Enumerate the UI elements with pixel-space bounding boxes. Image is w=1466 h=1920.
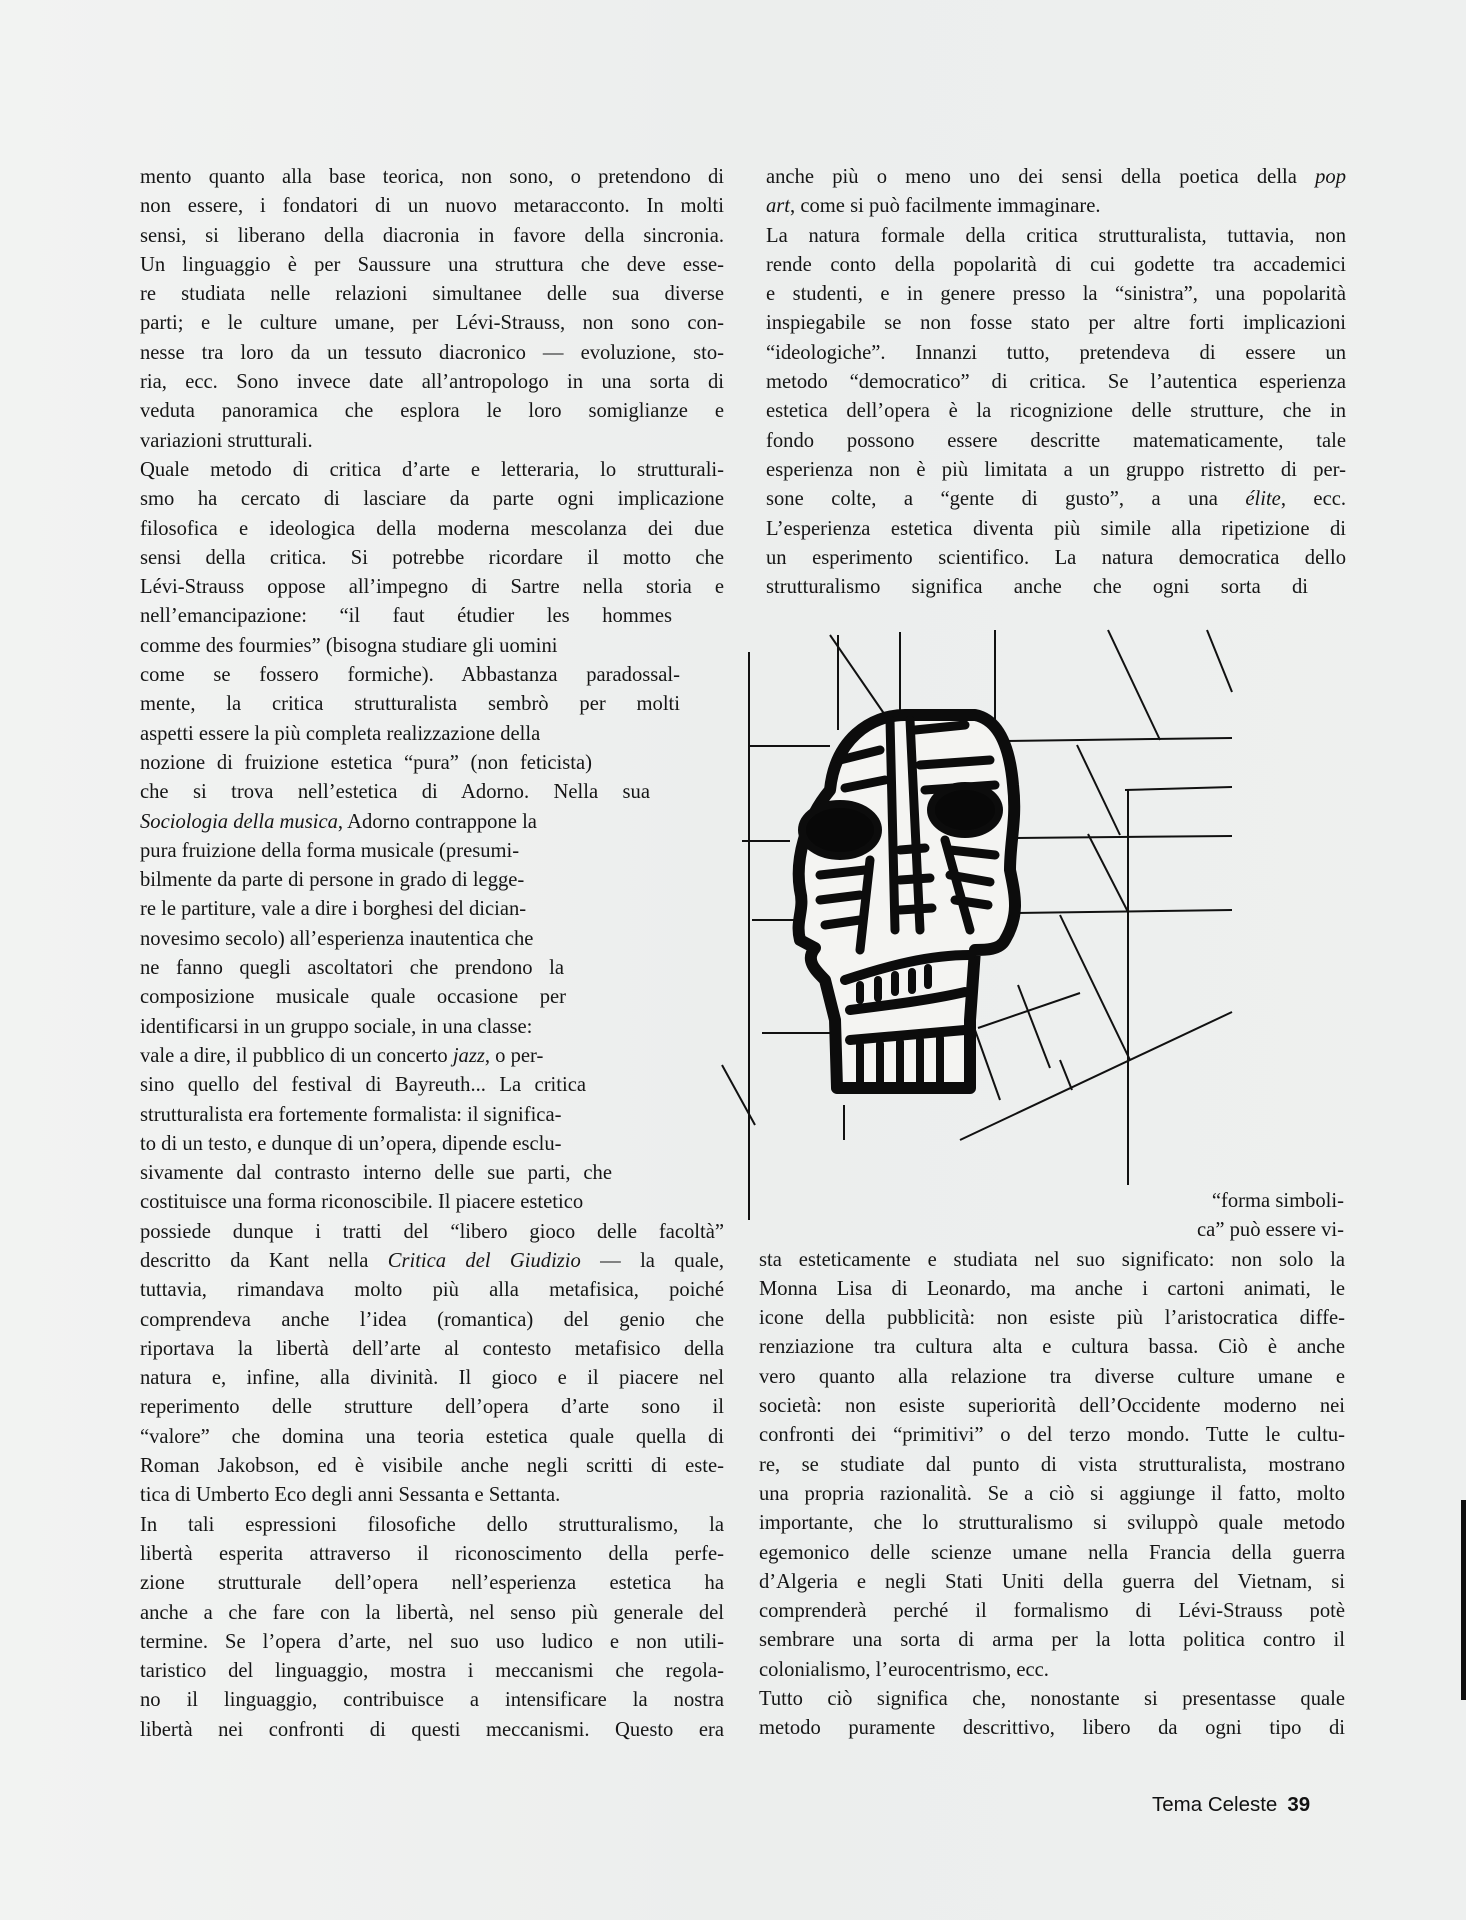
text-line: comprenderà perché il formalismo di Lévi-Strauss potè (759, 1600, 1345, 1623)
text-line: re studiata nelle relazioni simultanee delle sua diverse (140, 283, 724, 306)
text-line: sembrare una sorta di arma per la lotta politica contro il (759, 1629, 1345, 1652)
text-line: metodo puramente descrittivo, libero da ogni tipo di (759, 1717, 1345, 1740)
text-line: ria, ecc. Sono invece date all’antropologo in una sorta di (140, 371, 724, 394)
text-line: società: non esiste superiorità dell’Occidente moderno nei (759, 1395, 1345, 1418)
text-line: rende conto della popolarità di cui godette tra accademici (766, 253, 1346, 276)
text-line: colonialismo, l’eurocentrismo, ecc. (759, 1658, 1049, 1681)
italic-title: pop (1315, 166, 1346, 188)
text-line (766, 485, 1346, 514)
text-line: riportava la libertà dell’arte al contesto metafisico della (140, 1337, 724, 1360)
text-line: nozione di fruizione estetica “pura” (non feticista) (140, 751, 592, 774)
text-line (140, 808, 724, 837)
text-line: ne fanno quegli ascoltatori che prendono la (140, 957, 564, 980)
text-line: mente, la critica strutturalista sembrò per molti (140, 693, 680, 716)
text-line: libertà nei confronti di questi meccanismi. Questo era (140, 1718, 724, 1741)
text-line: egemonico delle scienze umane nella Francia della guerra (759, 1541, 1345, 1564)
text-segment: descritto da Kant nella (140, 1249, 388, 1272)
text-line: inspiegabile se non fosse stato per altre forti implicazioni (766, 312, 1346, 335)
left-text-column (140, 163, 724, 1745)
text-segment: sone colte, a “gente di gusto”, a una (766, 488, 1246, 511)
text-line: novesimo secolo) all’esperienza inautentica che (140, 927, 534, 950)
text-line: renziazione tra cultura alta e cultura bassa. Ciò è anche (759, 1336, 1345, 1359)
text-line: e studenti, e in genere presso la “sinistra”, una popolarità (766, 283, 1346, 306)
right-text-column-top (766, 163, 1346, 602)
text-line: esperienza non è più limitata a un gruppo ristretto di per- (766, 458, 1346, 481)
text-line: La natura formale della critica strutturalista, tuttavia, non (766, 224, 1346, 247)
text-line (766, 163, 1346, 192)
text-line: sivamente dal contrasto interno delle sue parti, che (140, 1162, 612, 1185)
text-segment: anche più o meno uno dei sensi della poetica della (766, 166, 1316, 188)
text-line: strutturalismo significa anche che ogni sorta di (766, 576, 1308, 599)
text-line: che si trova nell’estetica di Adorno. Nella sua (140, 781, 650, 804)
text-line (140, 1247, 724, 1276)
text-line: Un linguaggio è per Saussure una struttura che deve esse- (140, 253, 724, 276)
text-line: no il linguaggio, contribuisce a intensificare la nostra (140, 1689, 724, 1712)
text-line: Tutto ciò significa che, nonostante si presentasse quale (759, 1688, 1345, 1711)
italic-title: art (766, 195, 791, 218)
text-segment: , come si può facilmente immaginare. (790, 195, 1101, 218)
text-line: In tali espressioni filosofiche dello strutturalismo, la (140, 1513, 724, 1536)
text-line: nesse tra loro da un tessuto diacronico — evoluzione, sto- (140, 341, 724, 364)
text-line: una propria razionalità. Se a ciò si aggiunge il fatto, molto (759, 1482, 1345, 1505)
text-line: possiede dunque i tratti del “libero gioco delle facoltà” (140, 1220, 724, 1243)
text-line: termine. Se l’opera d’arte, nel suo uso ludico e non utili- (140, 1630, 724, 1653)
text-line: filosofica e ideologica della moderna mescolanza dei due (140, 517, 724, 540)
text-line: icone della pubblicità: non esiste più l’aristocratica diffe- (759, 1307, 1345, 1330)
text-line: Lévi-Strauss oppose all’impegno di Sartre nella storia e (140, 576, 724, 599)
text-segment: , ecc. (1280, 488, 1346, 511)
text-line: libertà esperita attraverso il riconoscimento della perfe- (140, 1542, 724, 1565)
text-line: anche a che fare con la libertà, nel senso più generale del (140, 1601, 724, 1624)
text-line: “ideologiche”. Innanzi tutto, pretendeva di essere un (766, 341, 1346, 364)
text-line: confronti dei “primitivi” o del terzo mondo. Tutte le cultu- (759, 1424, 1345, 1447)
italic-title: Sociologia della musica (140, 810, 338, 833)
italic-title: Critica del Giudizio (387, 1249, 581, 1272)
right-text-column-bottom (759, 1246, 1345, 1744)
italic-title: élite (1245, 488, 1281, 511)
text-line: identificarsi in un gruppo sociale, in una classe: (140, 1015, 533, 1038)
wrapped-caption-lines (1008, 1187, 1344, 1246)
text-line: variazioni strutturali. (140, 429, 313, 452)
publication-name: Tema Celeste (1152, 1793, 1278, 1816)
text-line: reperimento delle strutture dell’opera d’arte sono il (140, 1396, 724, 1419)
text-line: nell’emancipazione: “il faut étudier les hommes (140, 605, 672, 628)
text-line: come se fossero formiche). Abbastanza paradossal- (140, 664, 680, 687)
text-line: smo ha cercato di lasciare da parte ogni implicazione (140, 488, 724, 511)
text-line: comprendeva anche l’idea (romantica) del genio che (140, 1308, 724, 1331)
text-line: tica di Umberto Eco degli anni Sessanta e Settanta. (140, 1484, 561, 1507)
text-line: mento quanto alla base teorica, non sono, o pretendono di (140, 166, 724, 188)
text-line: composizione musicale quale occasione per (140, 986, 566, 1009)
italic-title: jazz (452, 1044, 485, 1067)
text-line (766, 192, 1346, 221)
text-line: metodo “democratico” di critica. Se l’autentica esperienza (766, 371, 1346, 394)
text-line: vero quanto alla relazione tra diverse culture umane e (759, 1365, 1345, 1388)
text-line: sta esteticamente e studiata nel suo significato: non solo la (759, 1248, 1345, 1271)
skull-head (799, 715, 1015, 1088)
text-line: natura e, infine, alla divinità. Il gioco e il piacere nel (140, 1367, 724, 1390)
caption-line: ca” può essere vi- (1197, 1219, 1344, 1242)
text-line: estetica dell’opera è la ricognizione delle strutture, che in (766, 400, 1346, 423)
text-line: costituisce una forma riconoscibile. Il piacere estetico (140, 1191, 584, 1214)
text-line: fondo possono essere descritte matematicamente, tale (766, 429, 1346, 452)
text-line: strutturalista era fortemente formalista: il significa- (140, 1103, 562, 1126)
text-line: sino quello del festival di Bayreuth... La critica (140, 1074, 586, 1097)
text-line: d’Algeria e negli Stati Uniti della guerra del Vietnam, si (759, 1570, 1345, 1593)
text-segment: — la quale, (580, 1249, 725, 1272)
text-line: non essere, i fondatori di un nuovo metaracconto. In molti (140, 195, 724, 218)
text-line: re le partiture, vale a dire i borghesi del dician- (140, 898, 527, 921)
text-line: sensi, si liberano della diacronia in favore della sincronia. (140, 224, 724, 247)
text-line: parti; e le culture umane, per Lévi-Strauss, non sono con- (140, 312, 724, 335)
text-line: tuttavia, rimandava molto più alla metafisica, poiché (140, 1279, 724, 1302)
text-line: zione strutturale dell’opera nell’esperienza estetica ha (140, 1572, 724, 1595)
text-line: taristico del linguaggio, mostra i meccanismi che regola- (140, 1660, 724, 1683)
page-number: 39 (1287, 1793, 1311, 1816)
text-line: Roman Jakobson, ed è visibile anche negli scritti di este- (140, 1455, 724, 1478)
text-line: un esperimento scientifico. La natura democratica dello (766, 546, 1346, 569)
text-line: comme des fourmies” (bisogna studiare gli uomini (140, 634, 558, 657)
page-footer (1152, 1793, 1310, 1817)
text-segment: , Adorno contrappone la (337, 810, 537, 833)
text-line: aspetti essere la più completa realizzazione della (140, 722, 541, 745)
text-line: bilmente da parte di persone in grado di legge- (140, 869, 525, 892)
text-segment: vale a dire, il pubblico di un concerto (140, 1044, 453, 1067)
text-line: “valore” che domina una teoria estetica quale quella di (140, 1425, 724, 1448)
text-line: veduta panoramica che esplora le loro somiglianze e (140, 400, 724, 423)
text-line: re, se studiate dal punto di vista strutturalista, mostrano (759, 1453, 1345, 1476)
text-line: L’esperienza estetica diventa più simile alla ripetizione di (766, 517, 1346, 540)
text-line: Quale metodo di critica d’arte e letteraria, lo strutturali- (140, 458, 724, 481)
text-segment: , o per- (484, 1044, 544, 1067)
text-line (140, 1042, 724, 1071)
page-edge-shadow (1461, 1500, 1466, 1700)
text-line: to di un testo, e dunque di un’opera, dipende esclu- (140, 1132, 562, 1155)
text-line: importante, che lo strutturalismo si sviluppò quale metodo (759, 1512, 1345, 1535)
caption-line: “forma simboli- (1211, 1190, 1344, 1212)
text-line: Monna Lisa di Leonardo, ma anche i cartoni animati, le (759, 1277, 1345, 1300)
text-line: pura fruizione della forma musicale (presumi- (140, 839, 520, 862)
skull-drawing-illustration (720, 620, 1360, 1220)
text-line: sensi della critica. Si potrebbe ricordare il motto che (140, 546, 724, 569)
